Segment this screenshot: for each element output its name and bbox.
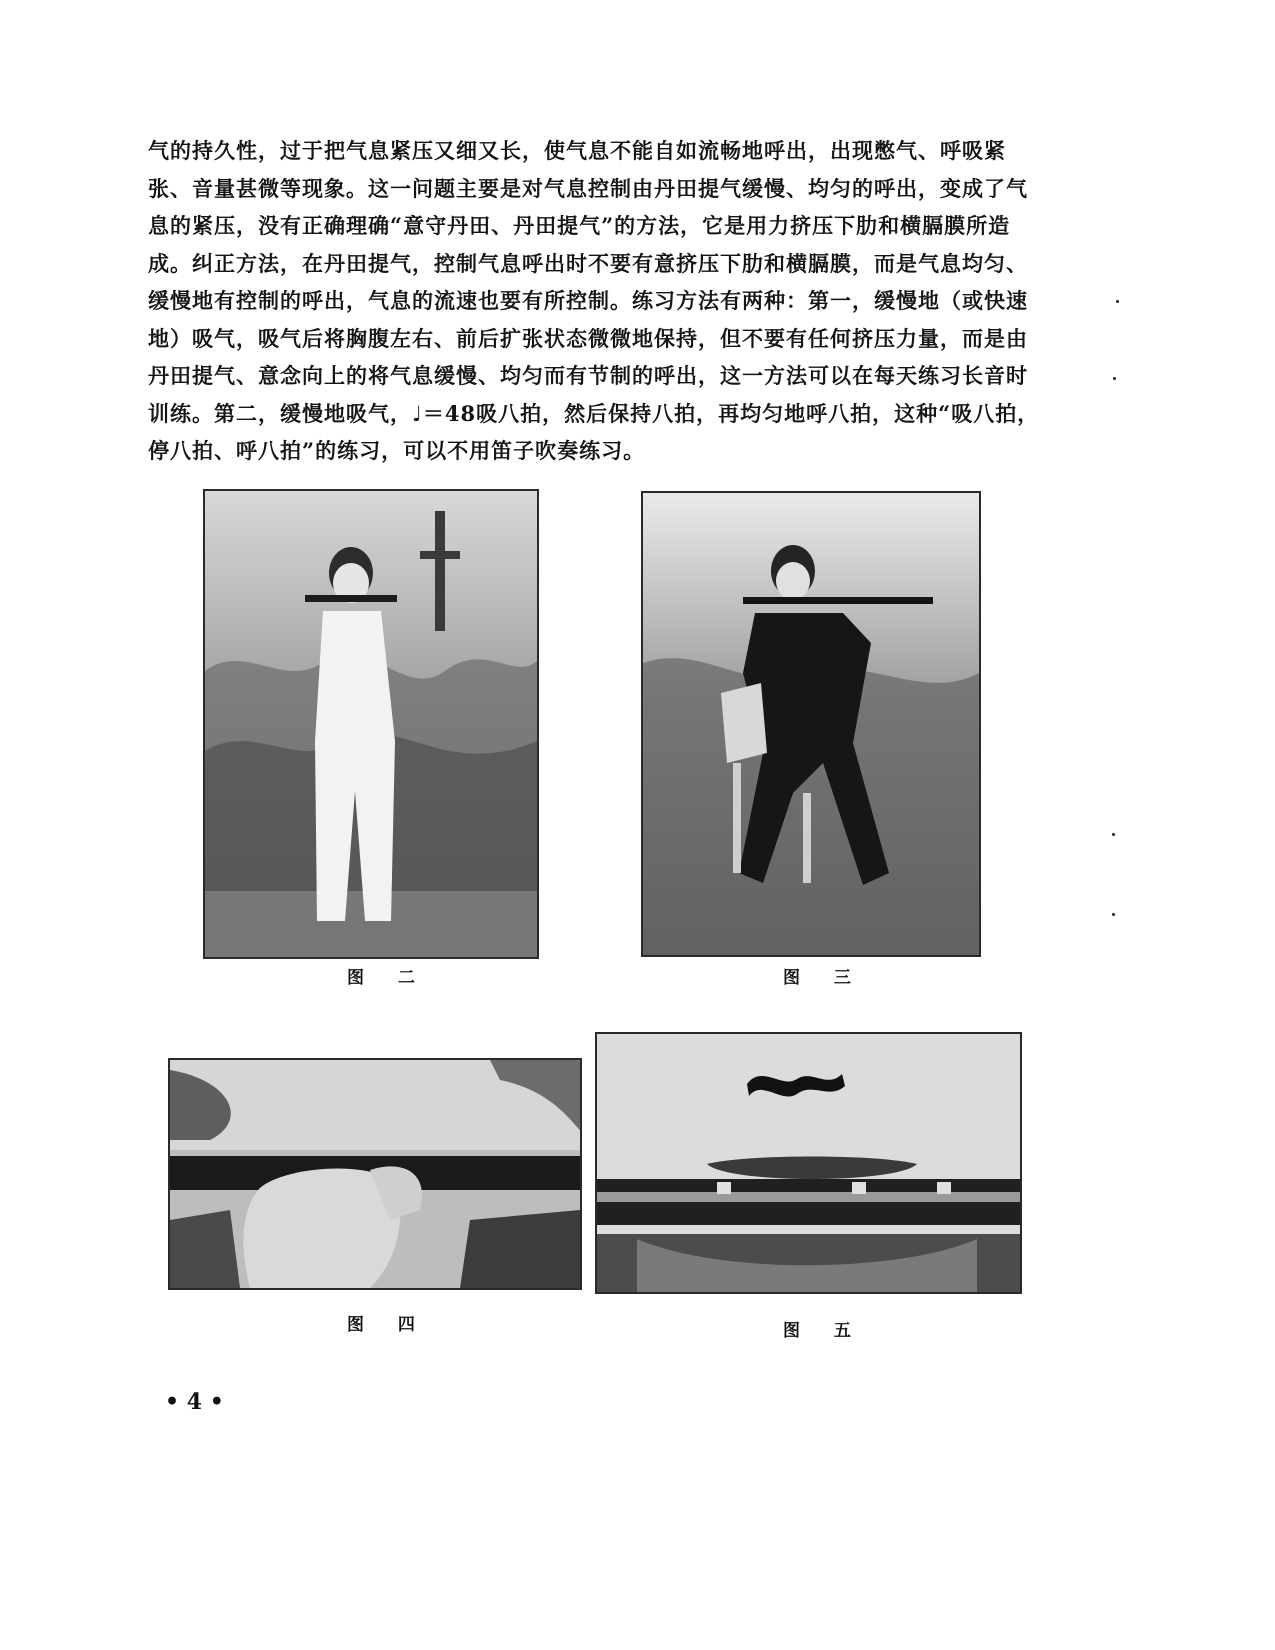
figure-5-caption: 图 五 (783, 1321, 865, 1341)
body-paragraph (148, 132, 1048, 470)
scan-speck (1116, 300, 1119, 303)
figure-2-caption: 图 二 (347, 968, 429, 988)
paragraph-line: 成。纠正方法，在丹田提气，控制气息呼出时不要有意挤压下肋和横膈膜，而是气息均匀、 (148, 250, 1028, 276)
paragraph-line: 缓慢地有控制的呼出，气息的流速也要有所控制。练习方法有两种：第一，缓慢地（或快速 (148, 288, 1028, 313)
figure-5-photo (595, 1032, 1022, 1294)
paragraph-line: 张、音量甚微等现象。这一问题主要是对气息控制由丹田提气缓慢、均匀的呼出，变成了气 (148, 175, 1028, 201)
scan-speck (1113, 377, 1116, 380)
paragraph-line: 息的紧压，没有正确理确“意守丹田、丹田提气”的方法，它是用力挤压下肋和横膈膜所造 (148, 213, 1011, 238)
scan-speck (1112, 833, 1115, 836)
figure-3-caption: 图 三 (783, 968, 865, 988)
paragraph-line: 地）吸气，吸气后将胸腹左右、前后扩张状态微微地保持，但不要有任何挤压力量，而是由 (148, 325, 1028, 351)
page-number: • 4 • (165, 1389, 224, 1415)
paragraph-line: 训练。第二，缓慢地吸气，♩＝48吸八拍，然后保持八拍，再均匀地呼八拍，这种“吸八拍， (148, 400, 1040, 426)
figure-4-caption: 图 四 (347, 1315, 429, 1335)
scan-speck (1112, 913, 1115, 916)
figure-4-photo (168, 1058, 582, 1290)
figure-3-photo (641, 491, 981, 957)
figure-2-photo (203, 489, 539, 959)
paragraph-line: 停八拍、呼八拍”的练习，可以不用笛子吹奏练习。 (148, 438, 646, 463)
paragraph-line: 气的持久性，过于把气息紧压又细又长，使气息不能自如流畅地呼出，出现憋气、呼吸紧 (148, 138, 1006, 163)
paragraph-line: 丹田提气、意念向上的将气息缓慢、均匀而有节制的呼出，这一方法可以在每天练习长音时 (148, 363, 1028, 388)
